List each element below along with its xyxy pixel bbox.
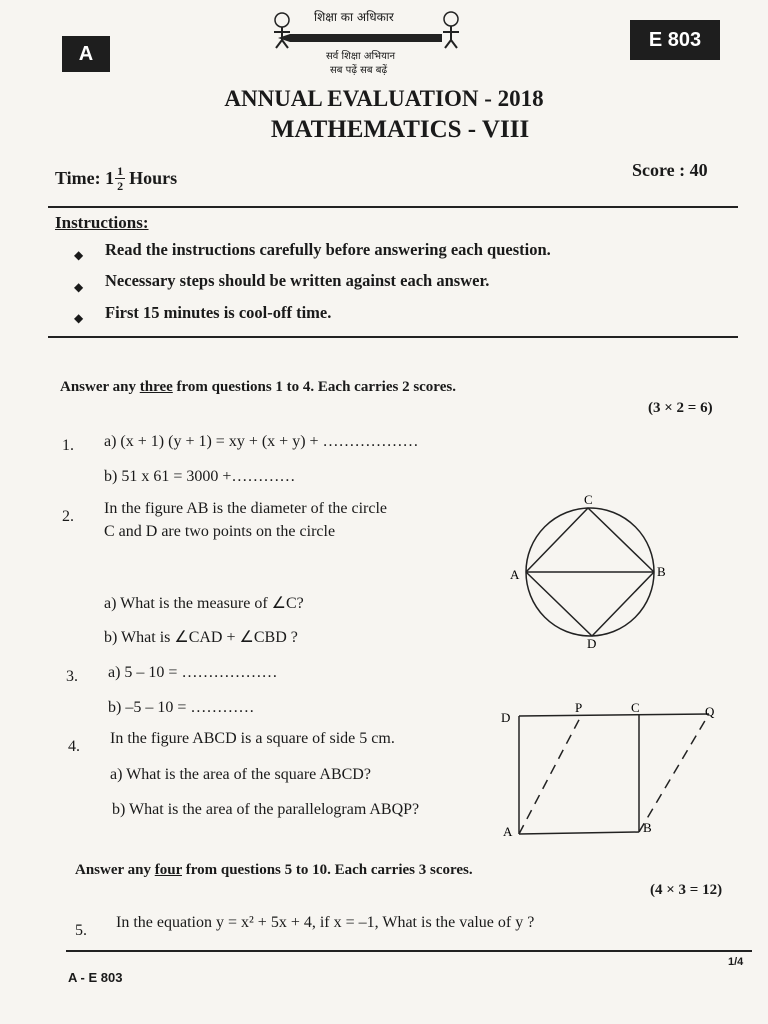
set-label: A — [78, 42, 94, 65]
paper-code-box — [630, 20, 720, 60]
q5-number: 5. — [75, 922, 87, 939]
footer-rule — [66, 950, 752, 952]
time-label — [55, 164, 177, 193]
q3-part-a: a) 5 – 10 = ……………… — [108, 664, 278, 681]
q4-part-b: b) What is the area of the parallelogram ABQP? — [112, 801, 420, 818]
score-label: Score : 40 — [632, 160, 708, 180]
segment-dq — [519, 714, 709, 716]
rte-logo — [268, 6, 468, 86]
section1-emph: three — [139, 379, 173, 395]
instruction-3: First 15 minutes is cool-off time. — [105, 303, 332, 322]
logo-line2: सब पढ़ें सब बढ़ें — [330, 65, 388, 76]
page-number: 1/4 — [728, 956, 744, 968]
section2-post: from questions 5 to 10. Each carries 3 scores. — [181, 862, 473, 878]
rule-bottom — [48, 336, 738, 338]
triangle-acb — [526, 508, 654, 572]
section2-pre: Answer any — [75, 862, 155, 878]
figure-label: A — [503, 824, 513, 839]
triangle-adb — [526, 572, 654, 636]
segment-bq — [639, 714, 709, 832]
section1-marks: (3 × 2 = 6) — [648, 400, 713, 416]
figure-label: B — [643, 820, 652, 835]
figure-label: P — [575, 700, 583, 715]
figure-label: C — [584, 492, 593, 507]
subject-title: MATHEMATICS - VIII — [270, 116, 530, 143]
instruction-2: Necessary steps should be written against each answer. — [105, 271, 490, 290]
q2-part-a: a) What is the measure of ∠C? — [104, 595, 304, 612]
section1-pre: Answer any — [60, 379, 140, 395]
q3-part-b: b) –5 – 10 = ………… — [108, 699, 255, 716]
set-label-box — [62, 36, 110, 72]
figure-label: A — [510, 567, 520, 582]
bullet-icon: ◆ — [74, 280, 84, 294]
logo-title: शिक्षा का अधिकार — [314, 10, 394, 24]
q1-part-b: b) 51 x 61 = 3000 +………… — [104, 468, 296, 485]
q4-line: In the figure ABCD is a square of side 5 cm. — [110, 730, 395, 747]
section1-post: from questions 1 to 4. Each carries 2 scores. — [172, 379, 456, 395]
q1-number: 1. — [62, 437, 74, 454]
time-suffix: Hours — [129, 168, 178, 188]
instruction-1: Read the instructions carefully before answering each question. — [105, 240, 551, 259]
footer-code: A - E 803 — [68, 970, 123, 985]
q4-number: 4. — [68, 738, 80, 755]
time-prefix: Time: 1 — [55, 168, 115, 188]
time-fraction-num: 1 — [117, 164, 124, 178]
q1-part-a: a) (x + 1) (y + 1) = xy + (x + y) + ……………… — [104, 433, 419, 450]
q2-line1: In the figure AB is the diameter of the circle — [104, 500, 388, 517]
q2-line2: C and D are two points on the circle — [104, 523, 336, 540]
bullet-icon: ◆ — [74, 311, 84, 325]
paper-code: E 803 — [648, 28, 702, 51]
square-figure — [495, 698, 730, 843]
q2-part-b: b) What is ∠CAD + ∠CBD ? — [104, 629, 298, 646]
figure-label: Q — [705, 704, 715, 719]
exam-title: ANNUAL EVALUATION - 2018 — [224, 86, 544, 111]
q2-number: 2. — [62, 508, 74, 525]
segment-ap — [519, 716, 581, 834]
section1-instruction — [60, 379, 456, 396]
instructions-heading: Instructions: — [55, 213, 149, 232]
section2-emph: four — [154, 862, 182, 878]
figure-label: D — [501, 710, 511, 725]
q3-number: 3. — [66, 668, 78, 685]
circle-figure — [505, 492, 680, 652]
figure-label: D — [587, 636, 597, 651]
section2-instruction — [75, 862, 473, 879]
segment-ab — [519, 832, 639, 834]
time-fraction — [115, 164, 125, 193]
section2-marks: (4 × 3 = 12) — [650, 882, 723, 898]
figure-label: B — [657, 564, 666, 579]
rule-top — [48, 206, 738, 208]
figure-label: C — [631, 700, 640, 715]
logo-line1: सर्व शिक्षा अभियान — [326, 51, 396, 62]
q4-part-a: a) What is the area of the square ABCD? — [110, 766, 371, 783]
bullet-icon: ◆ — [74, 248, 84, 262]
q5-text: In the equation y = x² + 5x + 4, if x = –1, What is the value of y ? — [116, 914, 535, 931]
time-fraction-den: 2 — [117, 179, 124, 193]
